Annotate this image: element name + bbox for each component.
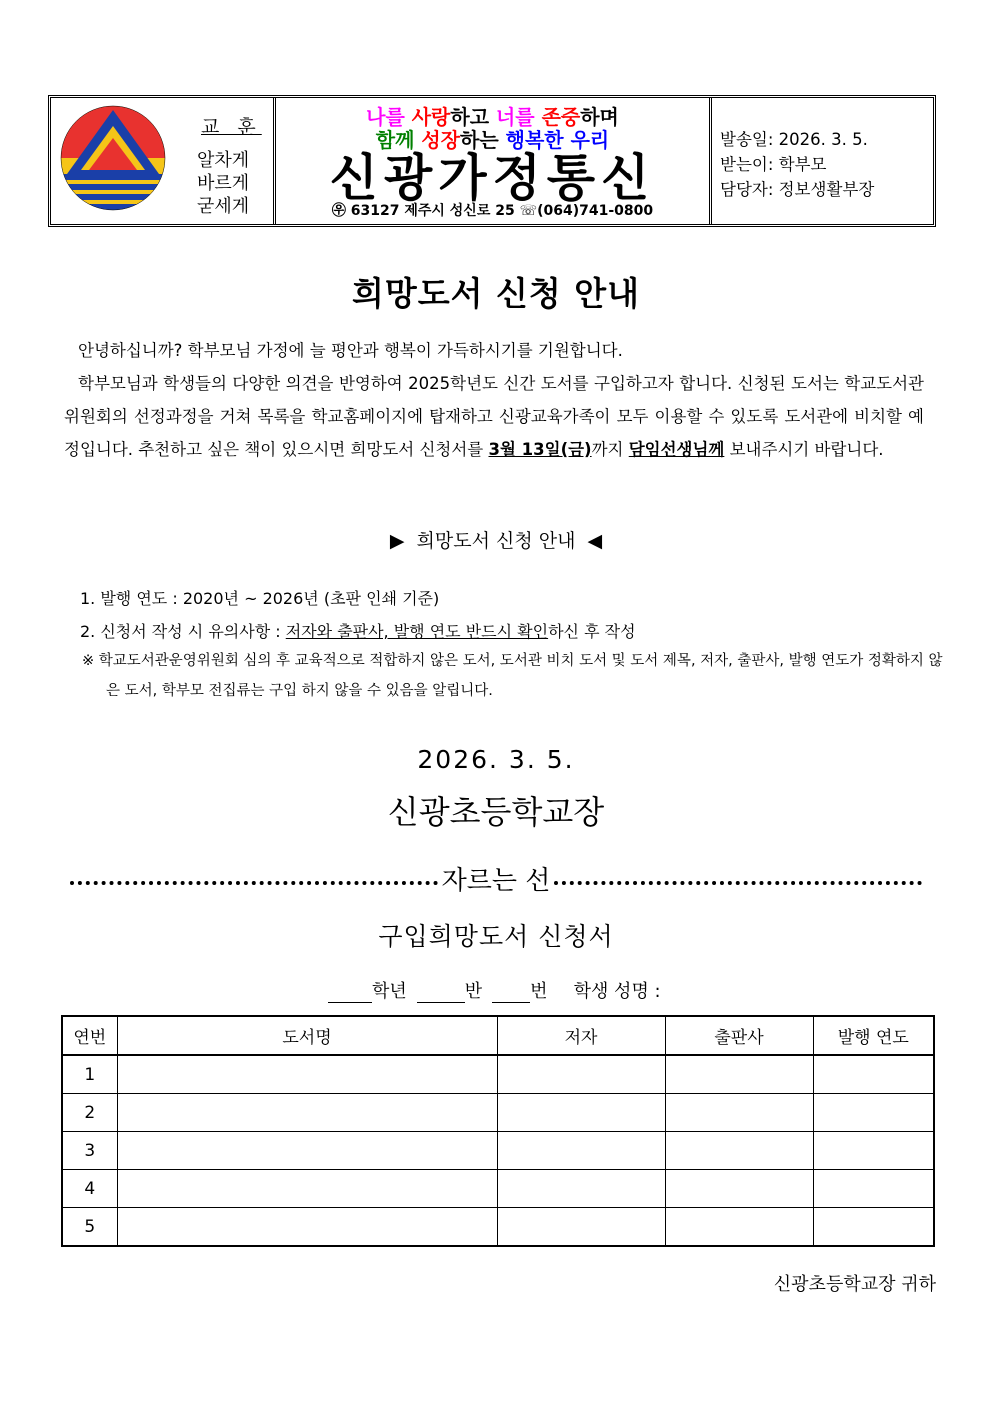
dotted-line bbox=[70, 881, 438, 885]
author-cell[interactable] bbox=[497, 1094, 665, 1132]
student-info-line bbox=[328, 977, 661, 1003]
note-text: ※ 학교도서관운영위원회 심의 후 교육적으로 적합하지 않은 도서, 도서관 비치 도서 및 도서 제목, 저자, 출판사, 발행 연도가 정확하지 않은 도서, 학부모 전집류는 구입 하지 않을 수 있음을 알립니다. bbox=[82, 653, 943, 699]
motto-line: 알차게 bbox=[197, 150, 250, 171]
row-number: 5 bbox=[62, 1208, 117, 1247]
slogan-word: 나를 bbox=[366, 105, 412, 129]
table-row bbox=[62, 1055, 934, 1094]
slogan-word: 사랑 bbox=[411, 105, 451, 129]
meta-cell bbox=[712, 98, 933, 224]
table-header-row bbox=[62, 1016, 934, 1055]
table-row bbox=[62, 1132, 934, 1170]
title-cell[interactable] bbox=[117, 1094, 497, 1132]
greeting-paragraph: 안녕하십니까? 학부모님 가정에 늘 평안과 행복이 가득하시기를 기원합니다. bbox=[78, 341, 623, 360]
title-cell[interactable] bbox=[117, 1132, 497, 1170]
number-blank[interactable] bbox=[492, 984, 530, 1003]
slogan-word: 하는 bbox=[460, 128, 506, 152]
principal-signature: 신광초등학교장 bbox=[387, 793, 605, 831]
slogan-word: 함께 bbox=[375, 128, 422, 152]
grade-blank[interactable] bbox=[328, 984, 372, 1003]
item-text: 2. 신청서 작성 시 유의사항 : bbox=[80, 622, 286, 641]
slogan-word: 하고 bbox=[450, 105, 496, 129]
school-address: ㉾ 63127 제주시 성신로 25 ☏(064)741-0800 bbox=[331, 203, 654, 219]
student-name-label: 학생 성명 : bbox=[573, 981, 661, 1002]
author-cell[interactable] bbox=[497, 1132, 665, 1170]
year-cell[interactable] bbox=[813, 1055, 934, 1094]
person-in-charge: 담당자: 정보생활부장 bbox=[720, 180, 875, 199]
row-number: 1 bbox=[62, 1055, 117, 1094]
publisher-cell[interactable] bbox=[665, 1132, 813, 1170]
column-header: 도서명 bbox=[117, 1016, 497, 1055]
publisher-cell[interactable] bbox=[665, 1094, 813, 1132]
masthead-cell bbox=[276, 98, 712, 224]
slogan-word: 행복한 우리 bbox=[505, 128, 610, 152]
table-row bbox=[62, 1170, 934, 1208]
school-logo bbox=[59, 104, 167, 212]
list-item-year: 1. 발행 연도 : 2020년 ~ 2026년 (초판 인쇄 기준) bbox=[80, 589, 440, 608]
section-subheading: ▶ 희망도서 신청 안내 ◀ bbox=[389, 530, 603, 552]
table-row bbox=[62, 1094, 934, 1132]
grade-label: 학년 bbox=[372, 981, 407, 1002]
row-number: 4 bbox=[62, 1170, 117, 1208]
year-cell[interactable] bbox=[813, 1208, 934, 1247]
motto-line: 굳세게 bbox=[197, 196, 250, 217]
column-header: 저자 bbox=[497, 1016, 665, 1055]
item-text: 하신 후 작성 bbox=[548, 622, 636, 641]
newsletter-header bbox=[48, 95, 936, 227]
body-paragraph bbox=[64, 367, 924, 466]
cut-line bbox=[70, 860, 922, 897]
class-blank[interactable] bbox=[417, 984, 465, 1003]
body-text: 학부모님과 학생들의 다양한 의견을 반영하여 2025학년도 신간 도서를 구입하고자 합니다. 신청된 도서는 학교도서관위원회의 선정과정을 거쳐 목록을 학교홈페이지에 탑재하고 신광교육가족이 모두 이용할 수 있도록 도서관에 비치할 예정입니다. 추천하고 싶은 책이 있으시면 희망도서 신청서를 bbox=[64, 374, 924, 459]
submit-to-text: 담임선생님께 bbox=[628, 440, 725, 459]
body-text: 보내주시기 바랍니다. bbox=[724, 440, 884, 459]
recipient: 받는이: 학부모 bbox=[720, 155, 827, 174]
page-title: 희망도서 신청 안내 bbox=[351, 274, 640, 313]
motto-title: 교 훈 bbox=[201, 116, 262, 138]
slogan-word: 너를 bbox=[495, 105, 542, 129]
issue-date: 2026. 3. 5. bbox=[417, 745, 575, 774]
number-label: 번 bbox=[530, 981, 548, 1002]
newspaper-name: 신광가정통신 bbox=[329, 149, 656, 207]
row-number: 3 bbox=[62, 1132, 117, 1170]
column-header: 발행 연도 bbox=[813, 1016, 934, 1055]
addressee: 신광초등학교장 귀하 bbox=[773, 1274, 936, 1295]
send-date: 발송일: 2026. 3. 5. bbox=[720, 130, 868, 149]
body-text: 까지 bbox=[591, 440, 629, 459]
author-cell[interactable] bbox=[497, 1055, 665, 1094]
year-cell[interactable] bbox=[813, 1170, 934, 1208]
cut-line-label: 자르는 선 bbox=[441, 866, 551, 896]
title-cell[interactable] bbox=[117, 1055, 497, 1094]
book-request-table bbox=[61, 1015, 935, 1247]
slogan-word: 성장 bbox=[421, 128, 461, 152]
deadline-text: 3월 13일(금) bbox=[488, 440, 592, 459]
title-cell[interactable] bbox=[117, 1170, 497, 1208]
list-item-caution bbox=[80, 619, 636, 642]
author-cell[interactable] bbox=[497, 1208, 665, 1247]
publisher-cell[interactable] bbox=[665, 1170, 813, 1208]
item-emphasis: 저자와 출판사, 발행 연도 반드시 확인 bbox=[285, 622, 549, 641]
row-number: 2 bbox=[62, 1094, 117, 1132]
year-cell[interactable] bbox=[813, 1094, 934, 1132]
slogan-word: 존중 bbox=[541, 105, 581, 129]
column-header: 연번 bbox=[62, 1016, 117, 1055]
motto-cell bbox=[51, 98, 276, 224]
publisher-cell[interactable] bbox=[665, 1055, 813, 1094]
column-header: 출판사 bbox=[665, 1016, 813, 1055]
title-cell[interactable] bbox=[117, 1208, 497, 1247]
author-cell[interactable] bbox=[497, 1170, 665, 1208]
year-cell[interactable] bbox=[813, 1132, 934, 1170]
motto-line: 바르게 bbox=[197, 173, 250, 194]
publisher-cell[interactable] bbox=[665, 1208, 813, 1247]
slogan-word: 하며 bbox=[580, 105, 619, 129]
dotted-line bbox=[554, 881, 922, 885]
class-label: 반 bbox=[464, 981, 483, 1002]
table-row bbox=[62, 1208, 934, 1247]
form-title: 구입희망도서 신청서 bbox=[378, 922, 614, 951]
